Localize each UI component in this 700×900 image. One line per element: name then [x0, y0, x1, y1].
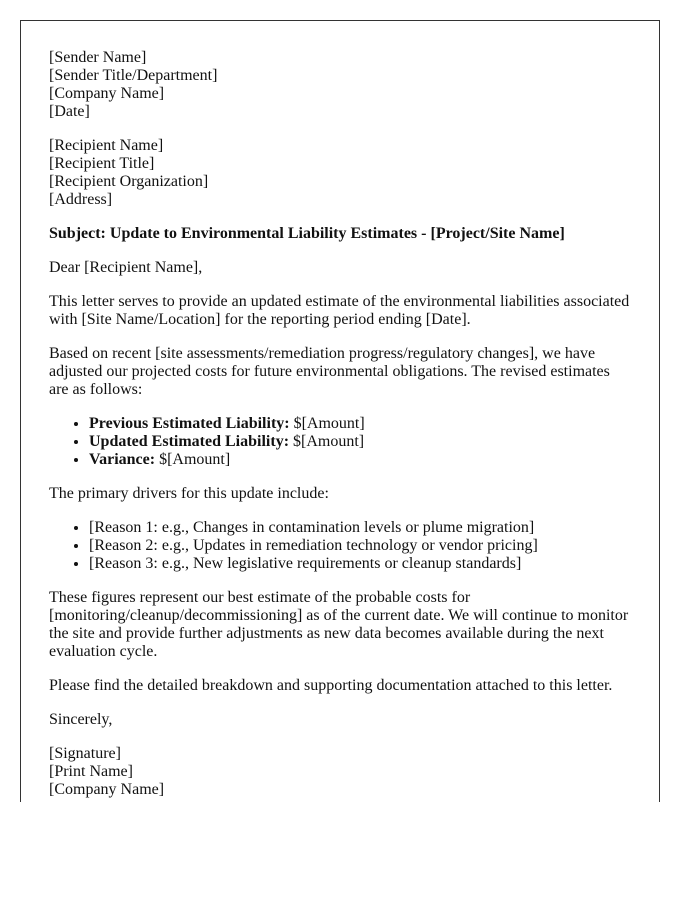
list-item: [89, 415, 631, 433]
paragraph-attachments: Please find the detailed breakdown and supporting documentation attached to this letter.: [49, 677, 613, 694]
subject-line: [49, 225, 631, 243]
recipient-name: [Recipient Name]: [49, 137, 164, 154]
recipient-block: [49, 137, 631, 209]
estimate-label: Updated Estimated Liability:: [89, 433, 290, 450]
subject-text: Subject: Update to Environmental Liability Estimates - [Project/Site Name]: [49, 225, 565, 242]
salutation: Dear [Recipient Name],: [49, 259, 203, 276]
list-item: • [Reason 2: e.g., Updates in remediation technology or vendor pricing]: [89, 537, 631, 555]
recipient-address: [Address]: [49, 191, 113, 208]
paragraph-intro: This letter serves to provide an updated estimate of the environmental liabilities associated with [Site Name/Location] for the reporting period ending [Date].: [49, 293, 630, 328]
estimate-label: Variance:: [89, 451, 156, 468]
estimate-value: $[Amount]: [289, 415, 365, 432]
estimate-label: Previous Estimated Liability:: [89, 415, 290, 432]
sender-block: [49, 49, 631, 121]
list-item: • [Reason 3: e.g., New legislative requirements or cleanup standards]: [89, 555, 631, 573]
list-item: [89, 451, 631, 469]
sender-name: [Sender Name]: [49, 49, 147, 66]
drivers-list: [49, 519, 631, 573]
signature: [Signature]: [49, 745, 121, 762]
sender-company: [Company Name]: [49, 85, 165, 102]
recipient-organization: [Recipient Organization]: [49, 173, 209, 190]
letter-page: [20, 20, 660, 802]
list-item: [89, 433, 631, 451]
signature-block: [49, 745, 631, 799]
recipient-title: [Recipient Title]: [49, 155, 155, 172]
sender-date: [Date]: [49, 103, 90, 120]
print-name: [Print Name]: [49, 763, 133, 780]
sender-title: [Sender Title/Department]: [49, 67, 218, 84]
closing: Sincerely,: [49, 711, 113, 728]
list-item: • [Reason 1: e.g., Changes in contamination levels or plume migration]: [89, 519, 631, 537]
estimate-value: $[Amount]: [289, 433, 365, 450]
signature-company: [Company Name]: [49, 781, 165, 798]
paragraph-adjustment: Based on recent [site assessments/remediation progress/regulatory changes], we have adjusted our projected costs for future environmental obligations. The revised estimates are as follows:: [49, 345, 610, 398]
paragraph-figures: These figures represent our best estimate of the probable costs for [monitoring/cleanup/decommissioning] as of the current date. We will continue to monitor the site and provide further adjustments as new data becomes available during the next evaluation cycle.: [49, 589, 629, 660]
estimate-value: $[Amount]: [155, 451, 231, 468]
drivers-intro: The primary drivers for this update include:: [49, 485, 329, 502]
estimates-list: [49, 415, 631, 469]
